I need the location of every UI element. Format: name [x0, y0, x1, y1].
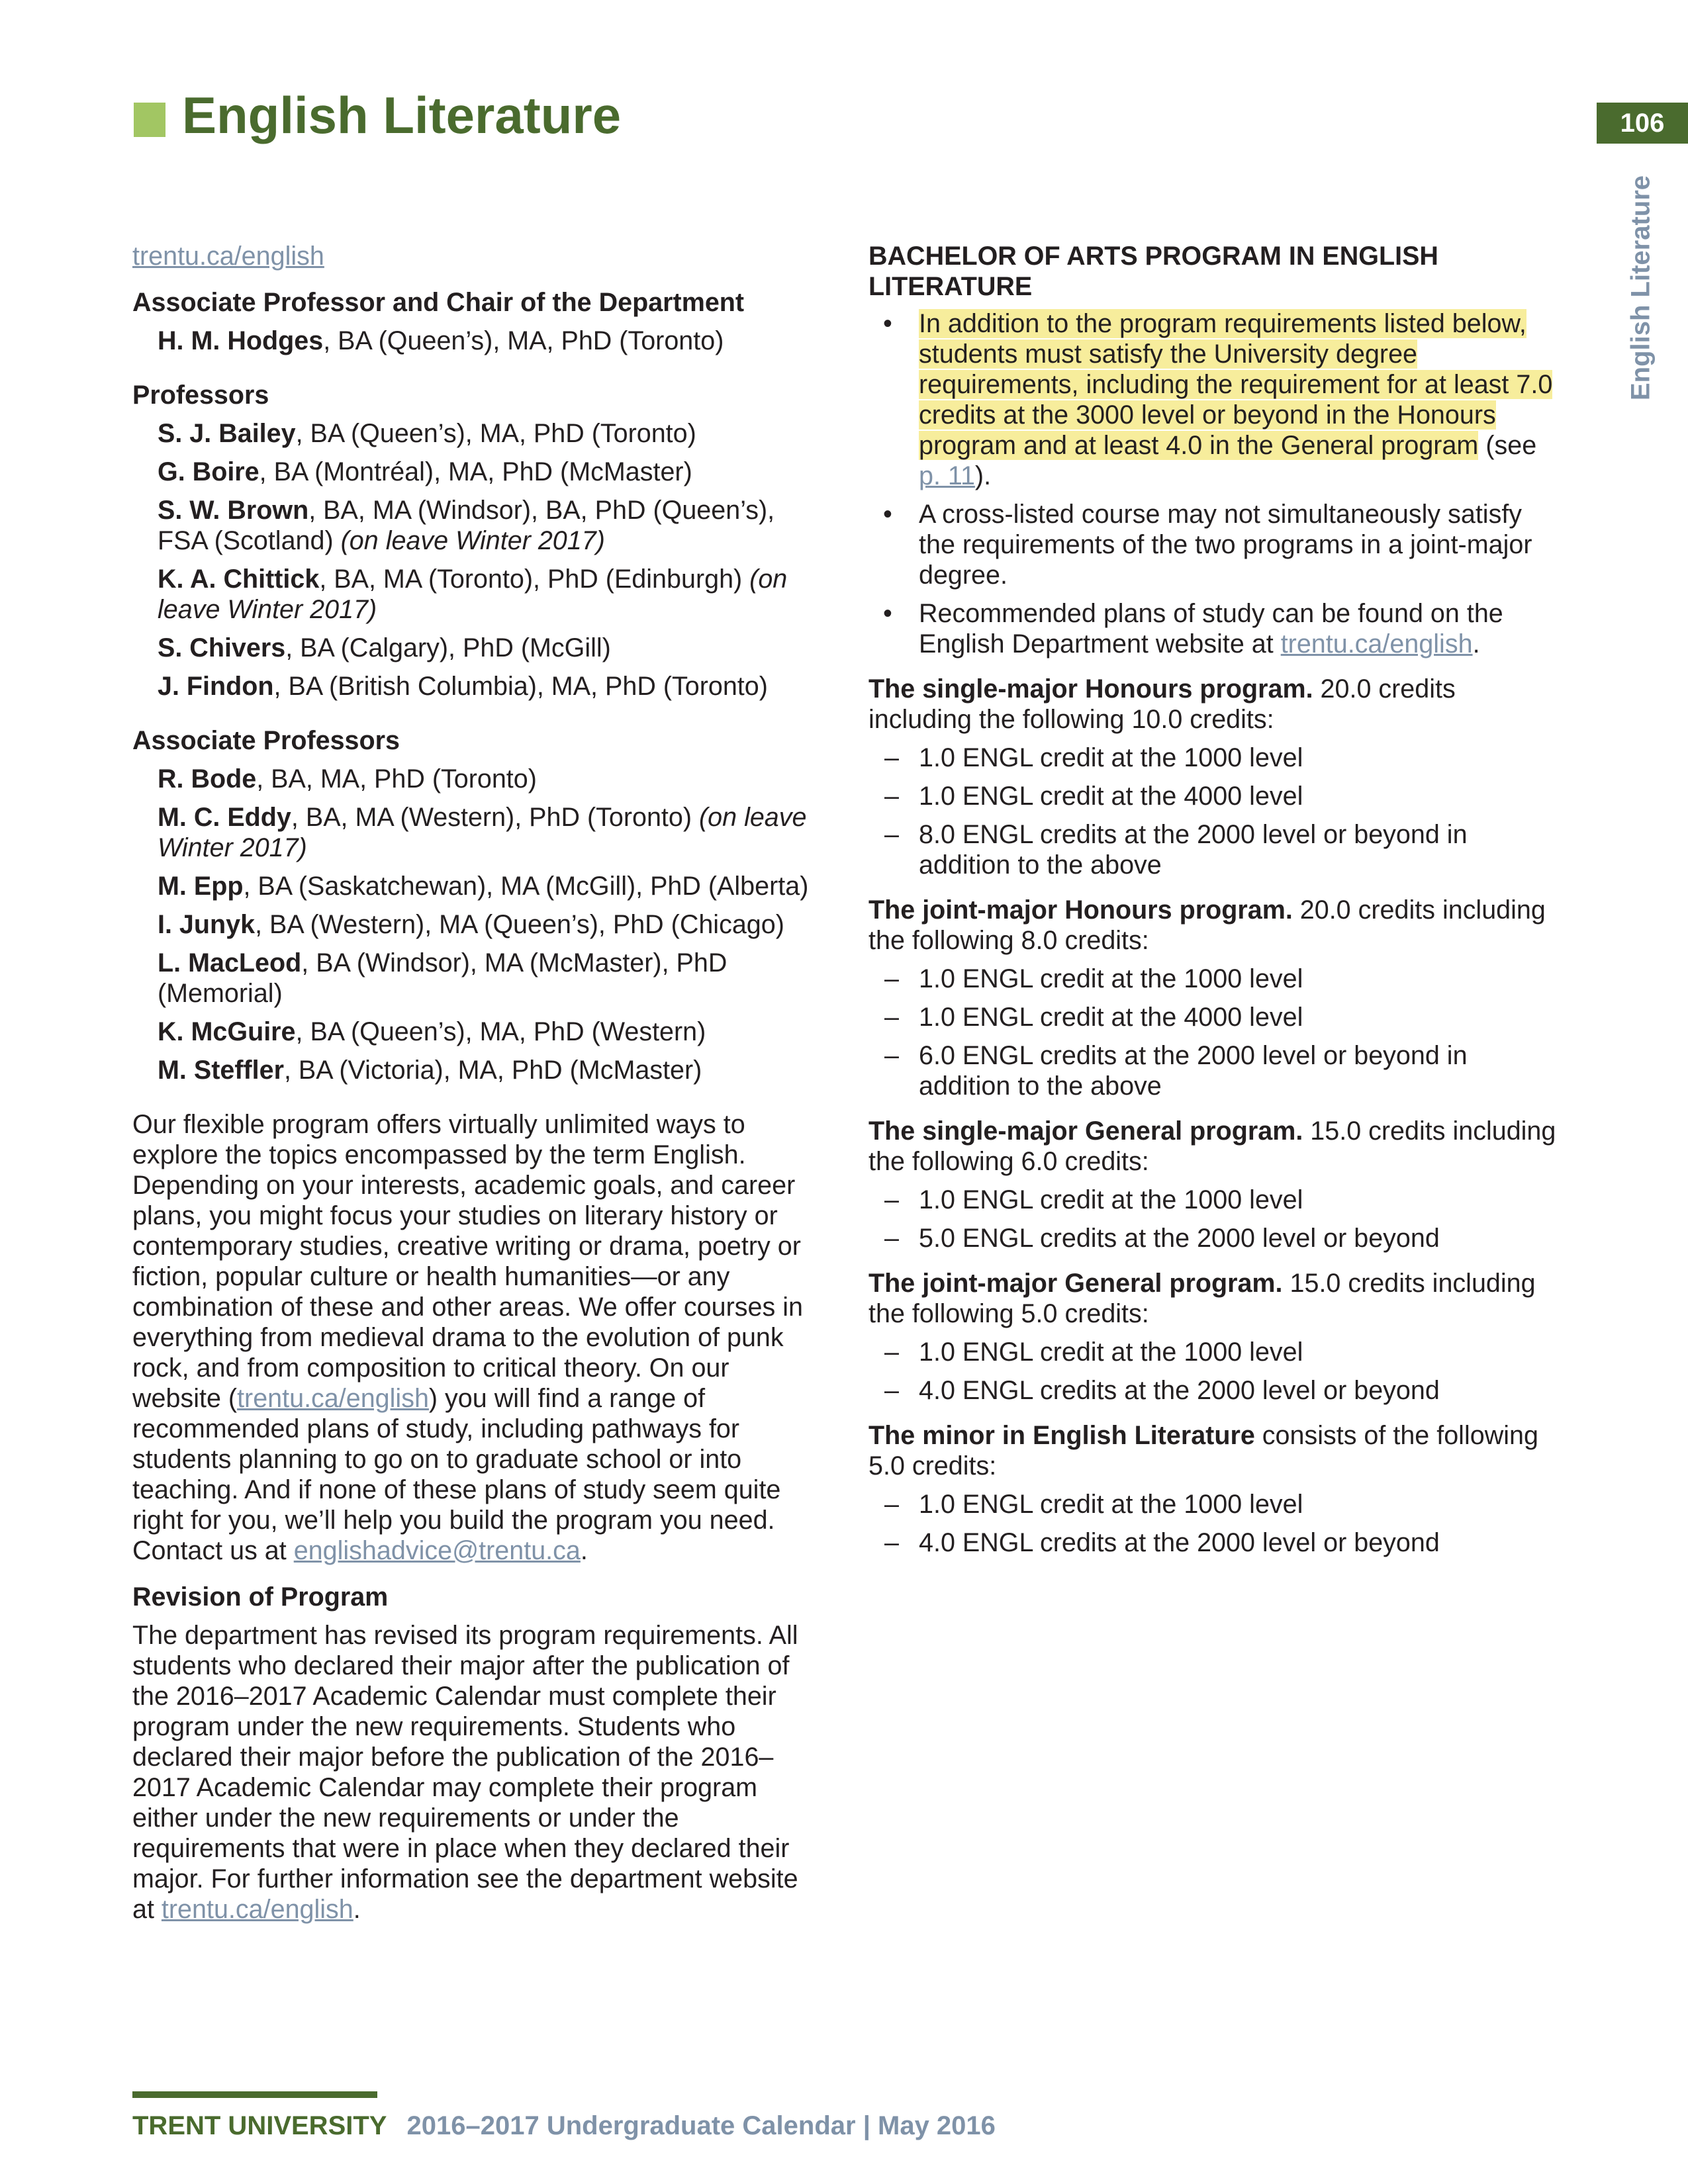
faculty-name: L. MacLeod [158, 948, 302, 978]
associate-professors-heading: Associate Professors [132, 726, 400, 755]
faculty-credentials: , BA, MA (Windsor), BA, PhD (Queen’s), FSA (Scotland) [158, 496, 775, 555]
bullet-icon: • [883, 500, 892, 529]
faculty-entry [158, 457, 824, 487]
faculty-credentials: , BA (Queen’s), MA, PhD (Toronto) [323, 326, 724, 355]
faculty-name: R. Bode [158, 764, 257, 794]
faculty-name: M. Epp [158, 872, 244, 901]
page-title: English Literature [182, 86, 622, 144]
faculty-name: K. McGuire [158, 1017, 296, 1046]
revision-heading: Revision of Program [132, 1582, 389, 1612]
program-requirements-list [868, 1337, 1560, 1406]
dash-icon: – [884, 1490, 899, 1519]
faculty-entry [158, 764, 824, 794]
list-item [868, 1185, 1560, 1215]
dash-icon: – [884, 743, 899, 772]
faculty-credentials: , BA, MA (Toronto), PhD (Edinburgh) [319, 565, 750, 594]
list-item [868, 1337, 1560, 1367]
list-item [868, 819, 1560, 880]
intro-website-link[interactable]: trentu.ca/english [237, 1384, 429, 1413]
faculty-entry [158, 633, 824, 663]
list-item [868, 743, 1560, 773]
footer [132, 2111, 996, 2141]
requirement-text: 1.0 ENGL credit at the 1000 level [919, 1490, 1303, 1519]
faculty-entry [158, 326, 824, 356]
list-item [868, 964, 1560, 994]
dash-icon: – [884, 1224, 899, 1253]
requirements-bullets [868, 308, 1560, 659]
title-square-icon [134, 103, 165, 137]
faculty-credentials: , BA, MA (Western), PhD (Toronto) [291, 803, 699, 832]
highlighted-text: In addition to the program requirements listed below, students must satisfy the University degree requirements, including the requirement for at least 7.0 credits at the 3000 level or beyond in the Honours program and at least 4.0 in the General program [919, 309, 1553, 460]
faculty-name: M. Steffler [158, 1056, 284, 1085]
dash-icon: – [884, 1041, 899, 1070]
program-requirements-list [868, 1489, 1560, 1558]
program-credits: 20.0 credits including the following 8.0 credits: [868, 895, 1546, 955]
faculty-leave-note: (on leave Winter 2017) [158, 565, 788, 624]
page-reference-link[interactable]: p. 11 [919, 461, 975, 490]
list-item [868, 1002, 1560, 1032]
requirement-text: 1.0 ENGL credit at the 1000 level [919, 743, 1303, 772]
list-item: • In addition to the program requirements listed below, students must satisfy the University degree requirements, including the requirement for at least 7.0 credits at the 3000 level or beyond in the Honours program and at least 4.0 in the General program (see p. 11). [883, 309, 1553, 490]
dash-icon: – [884, 964, 899, 993]
program-name: The joint-major Honours program. [868, 895, 1293, 925]
faculty-leave-note: (on leave Winter 2017) [158, 803, 807, 862]
faculty-entry [158, 802, 824, 863]
faculty-entry [158, 495, 824, 556]
bullet-icon: • [883, 599, 892, 628]
dash-icon: – [884, 1003, 899, 1032]
right-column [868, 241, 1560, 1572]
ba-program-heading: BACHELOR OF ARTS PROGRAM IN ENGLISH LITERATURE [868, 242, 1438, 301]
program-description [868, 895, 1560, 956]
faculty-entry [158, 1055, 824, 1085]
footer-university: TRENT UNIVERSITY [132, 2111, 387, 2140]
faculty-entry [158, 671, 824, 702]
plans-website-link[interactable]: trentu.ca/english [1280, 629, 1473, 659]
faculty-entry [158, 871, 824, 901]
faculty-leave-note: (on leave Winter 2017) [340, 526, 605, 555]
faculty-credentials: , BA (Victoria), MA, PhD (McMaster) [283, 1056, 702, 1085]
list-item [868, 1489, 1560, 1520]
side-tab-label: English Literature [1626, 175, 1656, 401]
list-item [868, 1223, 1560, 1253]
faculty-entry [158, 909, 824, 940]
faculty-credentials: , BA, MA, PhD (Toronto) [256, 764, 537, 794]
list-item [868, 1375, 1560, 1406]
page-number-badge: 106 [1597, 103, 1688, 144]
requirement-text: 1.0 ENGL credit at the 1000 level [919, 1338, 1303, 1367]
requirement-text: 1.0 ENGL credit at the 1000 level [919, 1185, 1303, 1214]
program-requirements-list [868, 743, 1560, 880]
faculty-entry [158, 948, 824, 1009]
faculty-name: S. W. Brown [158, 496, 309, 525]
requirement-text: 1.0 ENGL credit at the 4000 level [919, 1003, 1303, 1032]
dash-icon: – [884, 1528, 899, 1557]
list-item [868, 1527, 1560, 1558]
intro-paragraph: Our flexible program offers virtually unlimited ways to explore the topics encompassed by the term English. Depending on your interests, academic goals, and career plans, you might focus your studies on literary history or contemporary studies, creative writing or drama, poetry or fiction, popular culture or health humanities—or any combination of these and other areas. We offer courses in everything from medieval drama to the evolution of punk rock, and from composition to critical theory. On our website (trentu.ca/english) you will find a range of recommended plans of study, including pathways for students planning to go on to graduate school or into teaching. And if none of these plans of study seem quite right for you, we’ll help you build the program you need. Contact us at englishadvice@trentu.ca. [132, 1110, 803, 1565]
left-column [132, 241, 824, 1925]
program-credits: consists of the following 5.0 credits: [868, 1421, 1538, 1480]
faculty-name: J. Findon [158, 672, 274, 701]
chair-heading: Associate Professor and Chair of the Department [132, 288, 745, 317]
faculty-credentials: , BA (Western), MA (Queen’s), PhD (Chicago) [255, 910, 784, 939]
requirement-text: 1.0 ENGL credit at the 4000 level [919, 782, 1303, 811]
dash-icon: – [884, 1338, 899, 1367]
program-name: The single-major Honours program. [868, 674, 1313, 704]
side-tab [1618, 172, 1664, 404]
department-url-link[interactable]: trentu.ca/english [132, 242, 324, 271]
faculty-credentials: , BA (British Columbia), MA, PhD (Toronto) [273, 672, 768, 701]
contact-email-link[interactable]: englishadvice@trentu.ca [293, 1536, 581, 1565]
faculty-name: S. J. Bailey [158, 419, 296, 448]
list-item [868, 1040, 1560, 1101]
program-requirements-list [868, 964, 1560, 1101]
program-name: The single-major General program. [868, 1116, 1303, 1146]
requirement-text: 5.0 ENGL credits at the 2000 level or beyond [919, 1224, 1440, 1253]
faculty-credentials: , BA (Calgary), PhD (McGill) [285, 633, 611, 662]
faculty-name: G. Boire [158, 457, 259, 486]
program-description [868, 1420, 1560, 1481]
chair-list [132, 326, 824, 356]
footer-calendar: 2016–2017 Undergraduate Calendar | May 2016 [406, 2111, 996, 2140]
faculty-name: K. A. Chittick [158, 565, 320, 594]
faculty-credentials: , BA (Windsor), MA (McMaster), PhD (Memorial) [158, 948, 727, 1008]
programs-list [868, 674, 1560, 1558]
faculty-entry [158, 418, 824, 449]
dash-icon: – [884, 1376, 899, 1405]
faculty-entry [158, 564, 824, 625]
dash-icon: – [884, 1185, 899, 1214]
program-name: The minor in English Literature [868, 1421, 1255, 1450]
program-credits: 15.0 credits including the following 6.0 credits: [868, 1116, 1556, 1176]
list-item: • A cross-listed course may not simultaneously satisfy the requirements of the two programs in a joint-major degree. [883, 500, 1532, 590]
faculty-credentials: , BA (Queen’s), MA, PhD (Toronto) [295, 419, 696, 448]
footer-rule [132, 2091, 377, 2098]
dash-icon: – [884, 782, 899, 811]
requirement-text: 1.0 ENGL credit at the 1000 level [919, 964, 1303, 993]
revision-website-link[interactable]: trentu.ca/english [161, 1895, 353, 1924]
program-name: The joint-major General program. [868, 1269, 1283, 1298]
list-item [868, 781, 1560, 811]
dash-icon: – [884, 820, 899, 849]
program-description [868, 1268, 1560, 1329]
faculty-entry [158, 1017, 824, 1047]
requirement-text: 8.0 ENGL credits at the 2000 level or beyond in addition to the above [919, 820, 1468, 880]
program-description [868, 1116, 1560, 1177]
program-credits: 15.0 credits including the following 5.0 credits: [868, 1269, 1536, 1328]
faculty-credentials: , BA (Montréal), MA, PhD (McMaster) [259, 457, 692, 486]
requirement-text: 4.0 ENGL credits at the 2000 level or beyond [919, 1528, 1440, 1557]
professors-heading: Professors [132, 381, 269, 410]
list-item: • Recommended plans of study can be found on the English Department website at trentu.ca/english. [883, 599, 1503, 659]
faculty-name: S. Chivers [158, 633, 286, 662]
faculty-name: M. C. Eddy [158, 803, 291, 832]
faculty-credentials: , BA (Saskatchewan), MA (McGill), PhD (Alberta) [243, 872, 809, 901]
bullet-icon: • [883, 309, 892, 338]
program-credits: 20.0 credits including the following 10.0 credits: [868, 674, 1456, 734]
associate-professors-list [132, 764, 824, 1085]
faculty-credentials: , BA (Queen’s), MA, PhD (Western) [295, 1017, 706, 1046]
professors-list [132, 418, 824, 702]
faculty-name: H. M. Hodges [158, 326, 324, 355]
program-description [868, 674, 1560, 735]
revision-paragraph: The department has revised its program requirements. All students who declared their major after the publication of the 2016–2017 Academic Calendar must complete their program under the new requirements. Students who declared their major before the publication of the 2016–2017 Academic Calendar may complete their program either under the new requirements or under the requirements that were in place when they declared their major. For further information see the department website at trentu.ca/english. [132, 1621, 798, 1924]
program-requirements-list [868, 1185, 1560, 1253]
requirement-text: 6.0 ENGL credits at the 2000 level or beyond in addition to the above [919, 1041, 1468, 1101]
requirement-text: 4.0 ENGL credits at the 2000 level or beyond [919, 1376, 1440, 1405]
faculty-name: I. Junyk [158, 910, 256, 939]
